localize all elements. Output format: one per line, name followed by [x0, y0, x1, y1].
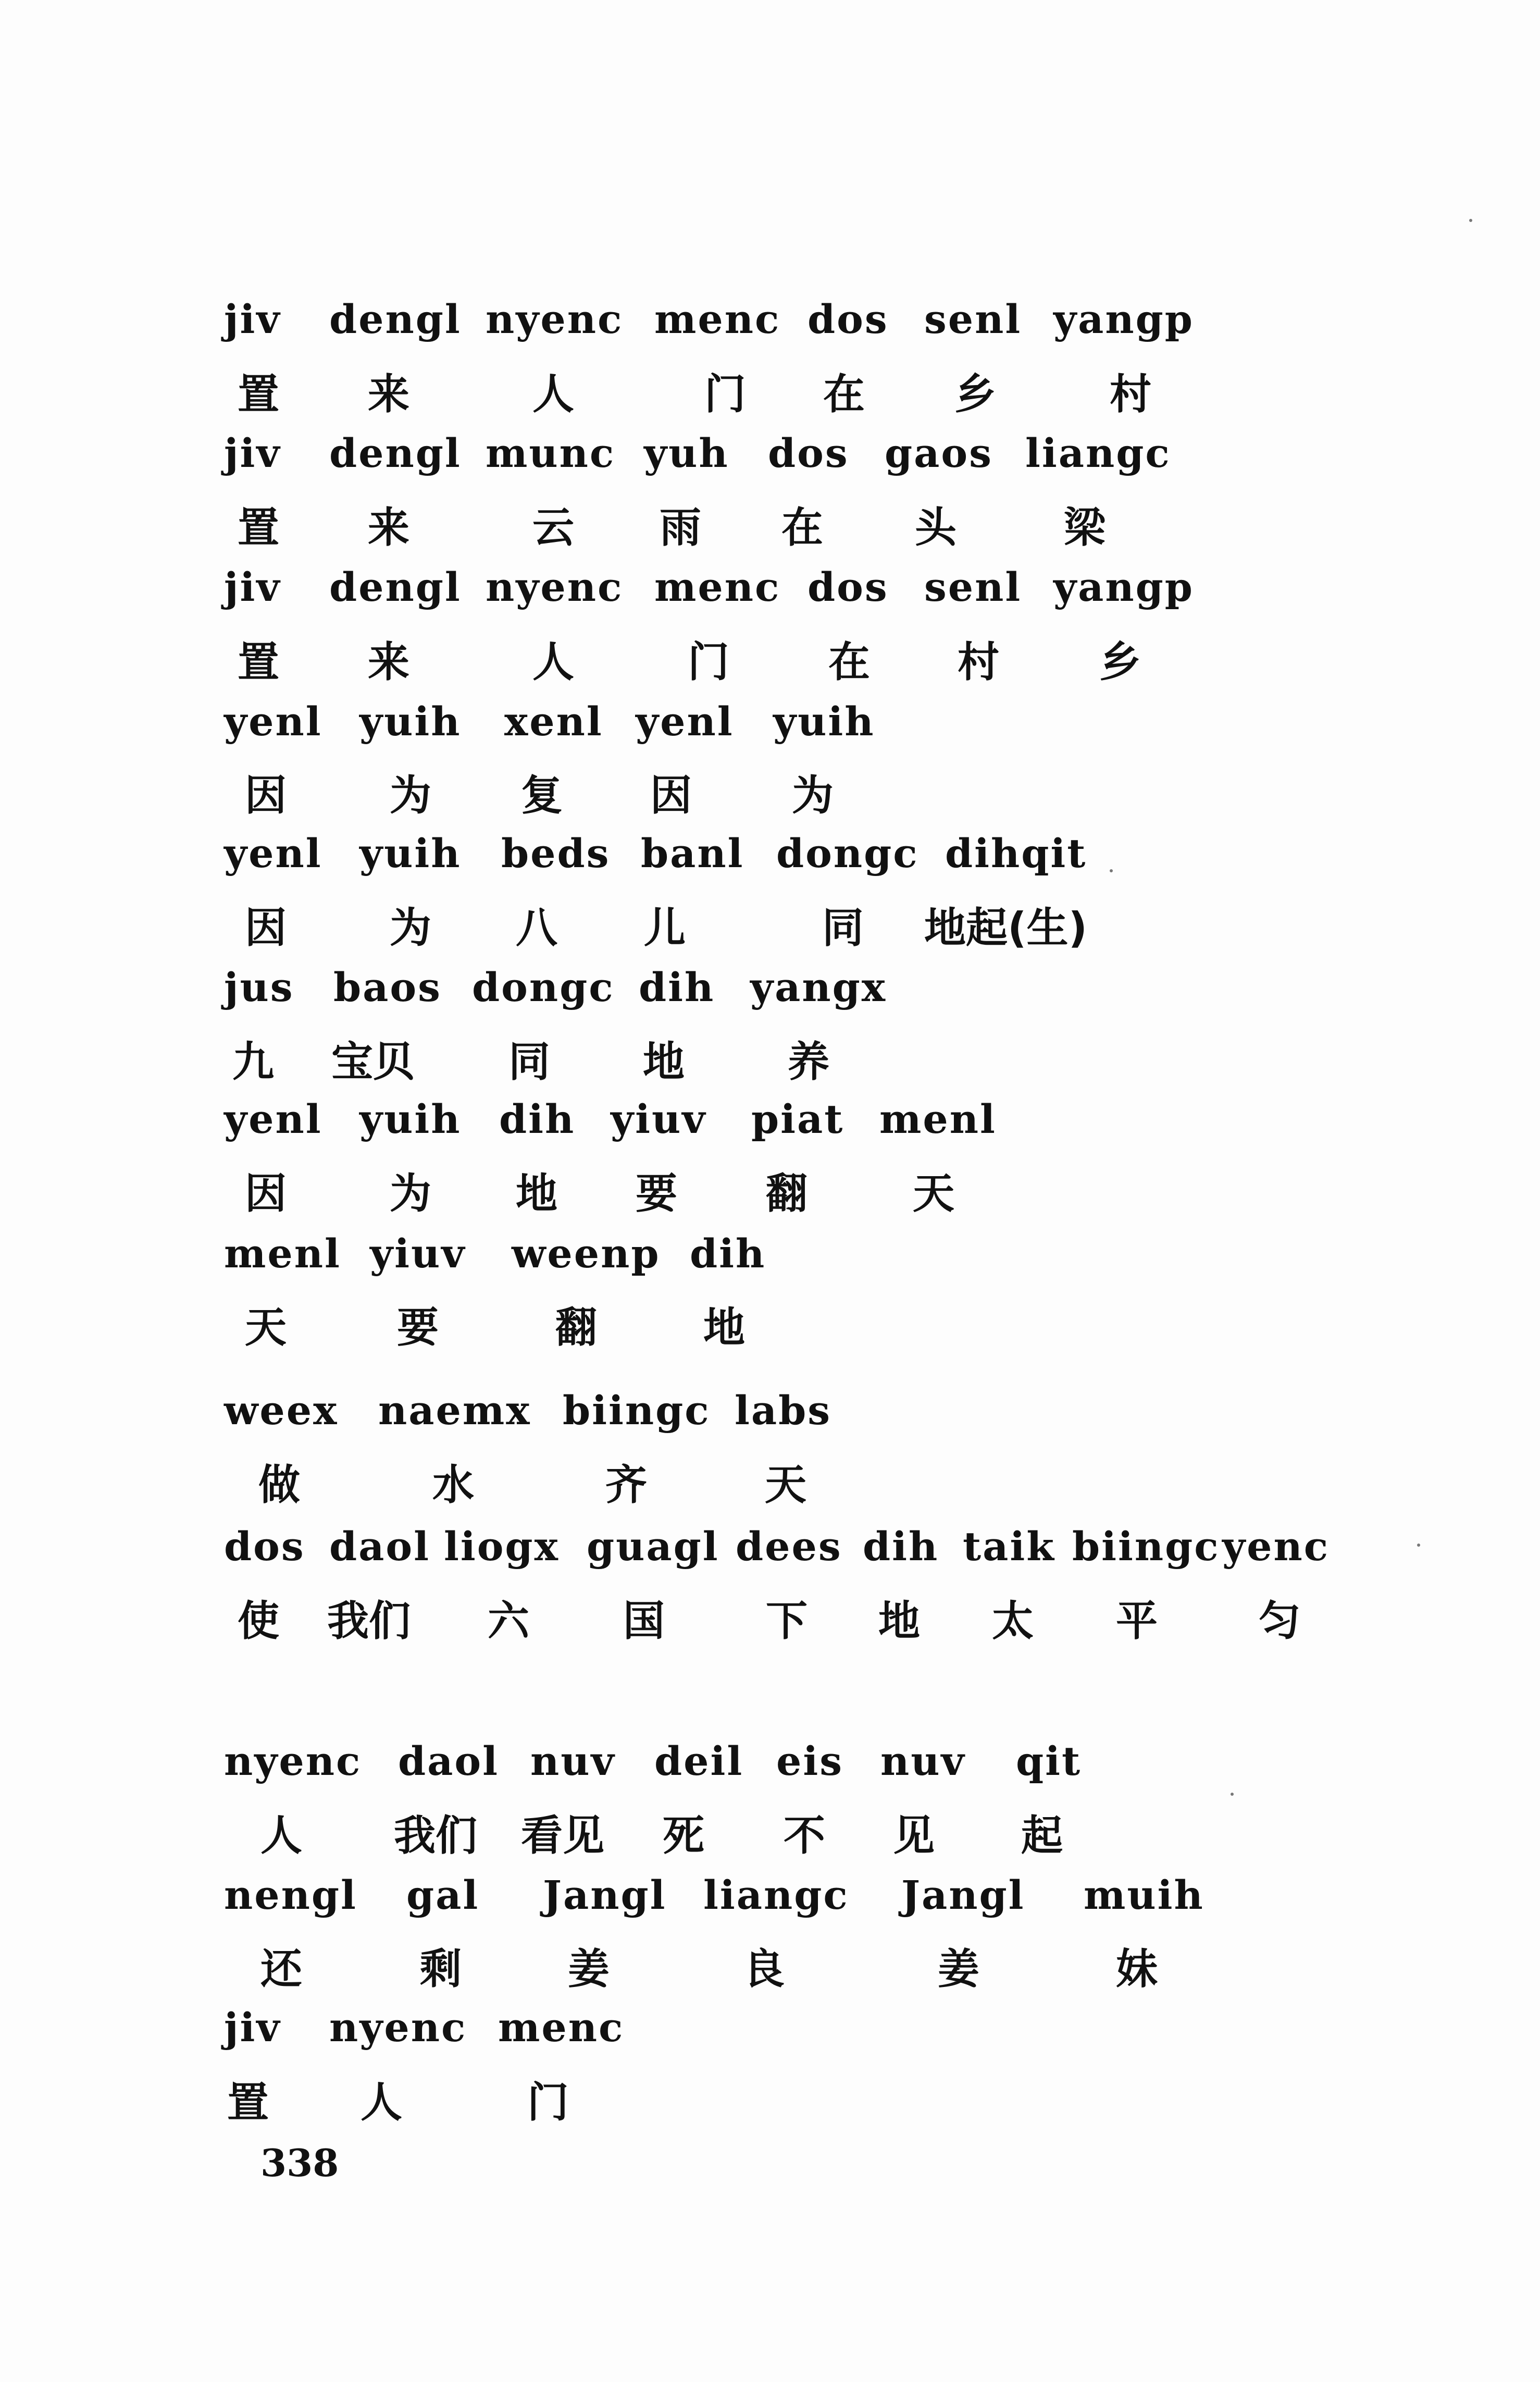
romanized-word: naemx: [378, 1387, 531, 1434]
chinese-gloss-word: 地: [643, 1038, 685, 1086]
romanized-word: yangp: [1053, 564, 1194, 610]
romanized-word: dih: [690, 1230, 766, 1277]
romanized-line: [0, 1733, 1540, 1795]
chinese-gloss-word: 姜: [938, 1945, 979, 1993]
chinese-gloss-word: 国: [623, 1597, 665, 1645]
romanized-word: Jangl: [543, 1872, 667, 1918]
chinese-gloss-line: [0, 634, 1540, 696]
romanized-line: [0, 291, 1540, 353]
romanized-word: menl: [224, 1230, 341, 1277]
romanized-word: labs: [735, 1387, 832, 1434]
chinese-gloss-line: [0, 1299, 1540, 1362]
chinese-gloss-word: 置: [227, 2078, 269, 2127]
romanized-word: jus: [224, 964, 294, 1010]
romanized-word: yangp: [1053, 296, 1194, 342]
chinese-gloss-word: 还: [260, 1945, 302, 1993]
chinese-gloss-word: 乡: [954, 370, 996, 418]
romanized-word: dih: [639, 964, 715, 1010]
romanized-line: [0, 1518, 1540, 1581]
chinese-gloss-word: 门: [688, 638, 729, 686]
chinese-gloss-word: 良: [743, 1945, 785, 1993]
chinese-gloss-word: 匀: [1259, 1597, 1300, 1645]
chinese-gloss-word: 翻: [555, 1303, 597, 1352]
romanized-word: jiv: [224, 564, 281, 610]
romanized-word: biingc: [1072, 1523, 1220, 1570]
romanized-word: munc: [486, 430, 616, 476]
scan-speck: [1469, 219, 1472, 222]
romanized-word: dih: [499, 1096, 576, 1142]
chinese-gloss-line: [0, 1941, 1540, 2003]
romanized-word: yuih: [359, 1096, 462, 1142]
romanized-word: weenp: [512, 1230, 661, 1277]
romanized-word: deil: [654, 1738, 744, 1784]
romanized-word: jiv: [224, 430, 281, 476]
chinese-gloss-word: 村: [958, 638, 999, 686]
chinese-gloss-word: 死: [663, 1811, 704, 1860]
chinese-gloss-line: [0, 1033, 1540, 1096]
chinese-gloss-word: 我们: [394, 1811, 477, 1860]
chinese-gloss-word: 来: [368, 638, 409, 686]
romanized-word: biingc: [563, 1387, 711, 1434]
romanized-word: senl: [924, 564, 1022, 610]
chinese-gloss-word: 我们: [327, 1597, 411, 1645]
romanized-word: dos: [224, 1523, 305, 1570]
romanized-word: eis: [776, 1738, 844, 1784]
romanized-word: yenl: [224, 698, 322, 745]
chinese-gloss-line: [0, 767, 1540, 830]
chinese-gloss-word: 天: [765, 1461, 806, 1509]
romanized-word: muih: [1084, 1872, 1204, 1918]
chinese-gloss-word: 梁: [1064, 503, 1106, 552]
chinese-gloss-word: 人: [532, 370, 574, 418]
romanized-word: piat: [751, 1096, 844, 1142]
page-number: 338: [260, 2141, 339, 2185]
romanized-word: gaos: [885, 430, 993, 476]
romanized-word: dos: [808, 564, 889, 610]
chinese-gloss-word: 门: [527, 2078, 569, 2127]
romanized-word: liangc: [703, 1872, 849, 1918]
romanized-line: [0, 1867, 1540, 1929]
romanized-word: dengl: [329, 564, 462, 610]
chinese-gloss-line: [0, 1593, 1540, 1655]
romanized-word: nyenc: [486, 296, 624, 342]
chinese-gloss-word: 因: [650, 771, 692, 820]
chinese-gloss-word: 地起(生): [924, 904, 1088, 952]
romanized-word: nyenc: [486, 564, 624, 610]
chinese-gloss-word: 人: [260, 1811, 302, 1860]
romanized-word: gal: [406, 1872, 480, 1918]
romanized-word: weex: [224, 1387, 339, 1434]
chinese-gloss-word: 剩: [420, 1945, 462, 1993]
chinese-gloss-line: [0, 899, 1540, 962]
romanized-line: [0, 1999, 1540, 2062]
romanized-word: yuh: [644, 430, 729, 476]
romanized-word: banl: [641, 830, 744, 877]
chinese-gloss-word: 在: [823, 370, 865, 418]
romanized-word: Jangl: [901, 1872, 1025, 1918]
romanized-word: yuih: [359, 830, 462, 877]
romanized-word: jiv: [224, 296, 281, 342]
romanized-word: menc: [654, 564, 781, 610]
chinese-gloss-word: 要: [636, 1169, 677, 1218]
chinese-gloss-word: 置: [238, 370, 279, 418]
chinese-gloss-word: 同: [508, 1038, 550, 1086]
romanized-word: yangx: [750, 964, 887, 1010]
romanized-word: liogx: [444, 1523, 560, 1570]
chinese-gloss-word: 来: [368, 370, 409, 418]
romanized-word: nyenc: [224, 1738, 362, 1784]
chinese-gloss-word: 起: [1021, 1811, 1063, 1860]
chinese-gloss-line: [0, 1807, 1540, 1870]
romanized-line: [0, 559, 1540, 621]
romanized-line: [0, 693, 1540, 756]
romanized-word: yenl: [224, 830, 322, 877]
chinese-gloss-word: 地: [516, 1169, 557, 1218]
romanized-word: dongc: [776, 830, 919, 877]
romanized-word: beds: [501, 830, 611, 877]
romanized-line: [0, 425, 1540, 487]
chinese-gloss-word: 头: [915, 503, 957, 552]
chinese-gloss-word: 下: [766, 1597, 808, 1645]
romanized-word: yuih: [359, 698, 462, 745]
chinese-gloss-word: 水: [432, 1461, 474, 1509]
chinese-gloss-word: 姜: [568, 1945, 610, 1993]
romanized-word: daol: [398, 1738, 499, 1784]
chinese-gloss-word: 因: [245, 1169, 287, 1218]
romanized-word: yuih: [773, 698, 875, 745]
chinese-gloss-word: 雨: [660, 503, 701, 552]
romanized-word: dengl: [329, 296, 462, 342]
chinese-gloss-word: 平: [1116, 1597, 1158, 1645]
chinese-gloss-word: 乡: [1099, 638, 1141, 686]
chinese-gloss-word: 八: [516, 904, 557, 952]
chinese-gloss-word: 村: [1110, 370, 1151, 418]
chinese-gloss-word: 为: [390, 771, 431, 820]
chinese-gloss-line: [0, 1165, 1540, 1228]
romanized-word: dongc: [472, 964, 615, 1010]
chinese-gloss-word: 人: [532, 638, 574, 686]
chinese-gloss-word: 在: [828, 638, 870, 686]
chinese-gloss-word: 地: [703, 1303, 745, 1352]
chinese-gloss-word: 九: [232, 1038, 274, 1086]
chinese-gloss-line: [0, 2074, 1540, 2137]
chinese-gloss-word: 见: [893, 1811, 935, 1860]
romanized-word: nyenc: [329, 2004, 467, 2051]
chinese-gloss-word: 人: [361, 2078, 402, 2127]
romanized-word: menc: [654, 296, 781, 342]
chinese-gloss-word: 六: [488, 1597, 529, 1645]
chinese-gloss-word: 儿: [644, 904, 686, 952]
chinese-gloss-line: [0, 366, 1540, 428]
chinese-gloss-word: 齐: [605, 1461, 647, 1509]
chinese-gloss-word: 地: [878, 1597, 920, 1645]
romanized-word: xenl: [504, 698, 603, 745]
romanized-word: dih: [863, 1523, 939, 1570]
chinese-gloss-word: 要: [397, 1303, 439, 1352]
romanized-line: [0, 1382, 1540, 1445]
chinese-gloss-word: 使: [238, 1597, 279, 1645]
romanized-word: qit: [1016, 1738, 1082, 1784]
romanized-word: jiv: [224, 2004, 281, 2051]
romanized-word: dees: [736, 1523, 842, 1570]
chinese-gloss-word: 翻: [766, 1169, 808, 1218]
romanized-word: dos: [768, 430, 849, 476]
romanized-word: yenl: [224, 1096, 322, 1142]
romanized-word: dihqit: [945, 830, 1087, 877]
chinese-gloss-word: 妹: [1116, 1945, 1158, 1993]
romanized-word: nengl: [224, 1872, 357, 1918]
chinese-gloss-word: 置: [238, 638, 279, 686]
romanized-word: dengl: [329, 430, 462, 476]
chinese-gloss-word: 因: [245, 771, 287, 820]
romanized-word: liangc: [1025, 430, 1171, 476]
chinese-gloss-word: 宝贝: [331, 1038, 415, 1086]
romanized-word: nuv: [880, 1738, 966, 1784]
romanized-word: daol: [329, 1523, 430, 1570]
romanized-word: menc: [498, 2004, 625, 2051]
romanized-word: senl: [924, 296, 1022, 342]
chinese-gloss-word: 不: [784, 1811, 825, 1860]
romanized-line: [0, 825, 1540, 887]
romanized-word: nuv: [530, 1738, 616, 1784]
romanized-word: menl: [879, 1096, 997, 1142]
romanized-line: [0, 1225, 1540, 1288]
chinese-gloss-word: 天: [245, 1303, 287, 1352]
chinese-gloss-word: 同: [822, 904, 864, 952]
chinese-gloss-line: [0, 499, 1540, 562]
chinese-gloss-word: 为: [390, 1169, 431, 1218]
chinese-gloss-word: 看见: [521, 1811, 604, 1860]
chinese-gloss-word: 在: [781, 503, 823, 552]
romanized-word: baos: [333, 964, 442, 1010]
chinese-gloss-word: 天: [913, 1169, 954, 1218]
chinese-gloss-line: [0, 1457, 1540, 1519]
romanized-word: yiuv: [370, 1230, 466, 1277]
chinese-gloss-word: 置: [238, 503, 279, 552]
romanized-word: guagl: [587, 1523, 719, 1570]
romanized-word: yenl: [636, 698, 734, 745]
chinese-gloss-word: 来: [368, 503, 409, 552]
chinese-gloss-word: 云: [532, 503, 574, 552]
romanized-line: [0, 1091, 1540, 1153]
romanized-line: [0, 959, 1540, 1021]
chinese-gloss-word: 门: [704, 370, 746, 418]
chinese-gloss-word: 复: [521, 771, 563, 820]
romanized-word: taik: [963, 1523, 1055, 1570]
chinese-gloss-word: 为: [390, 904, 431, 952]
romanized-word: yiuv: [611, 1096, 707, 1142]
chinese-gloss-word: 因: [245, 904, 287, 952]
chinese-gloss-word: 做: [258, 1461, 300, 1509]
chinese-gloss-word: 太: [992, 1597, 1034, 1645]
chinese-gloss-word: 为: [792, 771, 834, 820]
chinese-gloss-word: 养: [788, 1038, 829, 1086]
romanized-word: dos: [808, 296, 889, 342]
romanized-word: yenc: [1222, 1523, 1330, 1570]
